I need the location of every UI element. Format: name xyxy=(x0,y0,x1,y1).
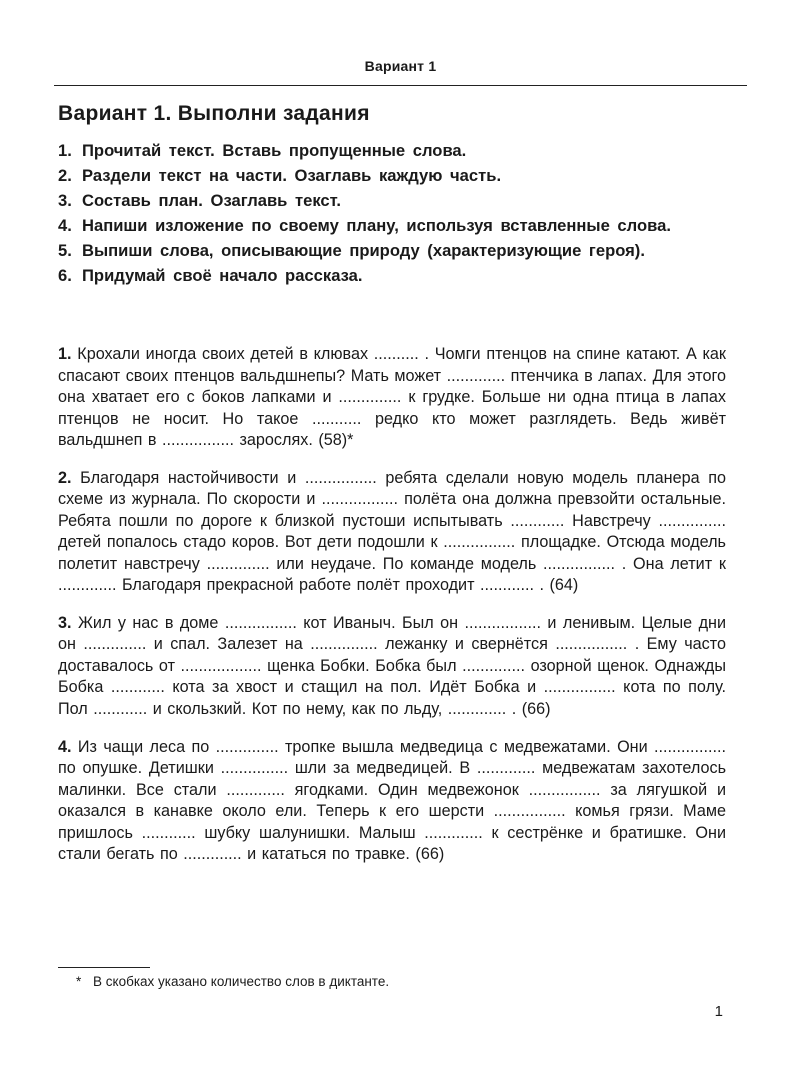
dictation-paragraph xyxy=(58,344,726,452)
task-text: Раздели текст на части. Озаглавь каждую часть. xyxy=(82,166,502,185)
footnote-mark: * xyxy=(76,974,82,989)
dictation-list xyxy=(58,344,726,874)
task-number: 2. xyxy=(58,166,72,185)
task-item xyxy=(58,190,726,211)
dictation-paragraph xyxy=(58,468,726,597)
dictation-text: Благодаря настойчивости и ................ ребята сделали новую модель планера по схеме из журнала. По скорости и ................. полёта она должна превзойти остальные. Ребята пошли по дороге к близкой пустоши испытывать ............ Навстречу ............... детей попалось стадо коров. Вот дети подошли к ................ площадке. Отсюда модель полетит навстречу .............. или неудаче. По команде модель ................ . Она летит к ............. Благодаря прекрасной работе полёт проходит ............ . (64) xyxy=(58,468,727,595)
dictation-paragraph xyxy=(58,613,726,721)
task-text: Выпиши слова, описывающие природу (характеризующие героя). xyxy=(82,241,645,260)
task-text: Напиши изложение по своему плану, используя вставленные слова. xyxy=(82,216,671,235)
task-number: 3. xyxy=(58,191,72,210)
task-number: 5. xyxy=(58,241,72,260)
footnote xyxy=(76,974,389,989)
dictation-number: 1. xyxy=(58,345,72,363)
task-text: Прочитай текст. Вставь пропущенные слова. xyxy=(82,141,467,160)
dictation-number: 2. xyxy=(58,468,72,487)
dictation-text: Из чащи леса по .............. тропке вышла медведица с медвежатами. Они ................ по опушке. Детишки ............... шли за медведицей. В ............. медвежатам захотелось малинки. Все стали ............. ягодками. Один медвежонок ................ за лягушкой и оказался в канавке около ели. Теперь к его шерсти ................ комья грязи. Маме пришлось ............ шубку шалунишки. Малыш ............. к сестрёнке и братишке. Они стали бегать по ............. и кататься по травке. (66) xyxy=(58,737,727,864)
dictation-text: Крохали иногда своих детей в клювах .......... . Чомги птенцов на спине катают. А как спасают своих птенцов вальдшнепы? Мать может ............. птенчика в лапах. Для этого она хватает его с боков лапками и .............. к грудке. Больше ни одна птица в лапах птенцов не носит. Но такое ........... редко кто может разглядеть. Ведь живёт вальдшнеп в ................ зарослях. (58)* xyxy=(58,345,727,449)
dictation-number: 4. xyxy=(58,737,72,756)
task-list xyxy=(58,140,726,290)
task-text: Придумай своё начало рассказа. xyxy=(82,266,363,285)
header-divider xyxy=(54,85,747,86)
task-item xyxy=(58,265,726,286)
page-title: Вариант 1. Выполни задания xyxy=(58,102,370,125)
task-item xyxy=(58,165,726,186)
running-head: Вариант 1 xyxy=(364,58,437,74)
dictation-text: Жил у нас в доме ................ кот Иваныч. Был он ................. и ленивым. Целые дни он .............. и спал. Залезет на ............... лежанку и свернётся ................ . Ему часто доставалось от .................. щенка Бобки. Бобка был .............. озорной щенок. Однажды Бобка ............ кота за хвост и стащил на пол. Идёт Бобка и ................ кота по полу. Пол ............ и скользкий. Кот по нему, как по льду, ............. . (66) xyxy=(58,613,726,718)
task-number: 6. xyxy=(58,266,72,285)
task-item xyxy=(58,240,726,261)
task-text: Составь план. Озаглавь текст. xyxy=(82,191,341,210)
page-number: 1 xyxy=(714,1003,723,1020)
task-item xyxy=(58,140,726,161)
task-number: 4. xyxy=(58,216,72,235)
footnote-divider xyxy=(58,967,150,968)
dictation-paragraph xyxy=(58,737,726,866)
dictation-number: 3. xyxy=(58,613,72,632)
footnote-text: В скобках указано количество слов в диктанте. xyxy=(93,974,390,989)
task-number: 1. xyxy=(58,141,72,160)
task-item xyxy=(58,215,726,236)
